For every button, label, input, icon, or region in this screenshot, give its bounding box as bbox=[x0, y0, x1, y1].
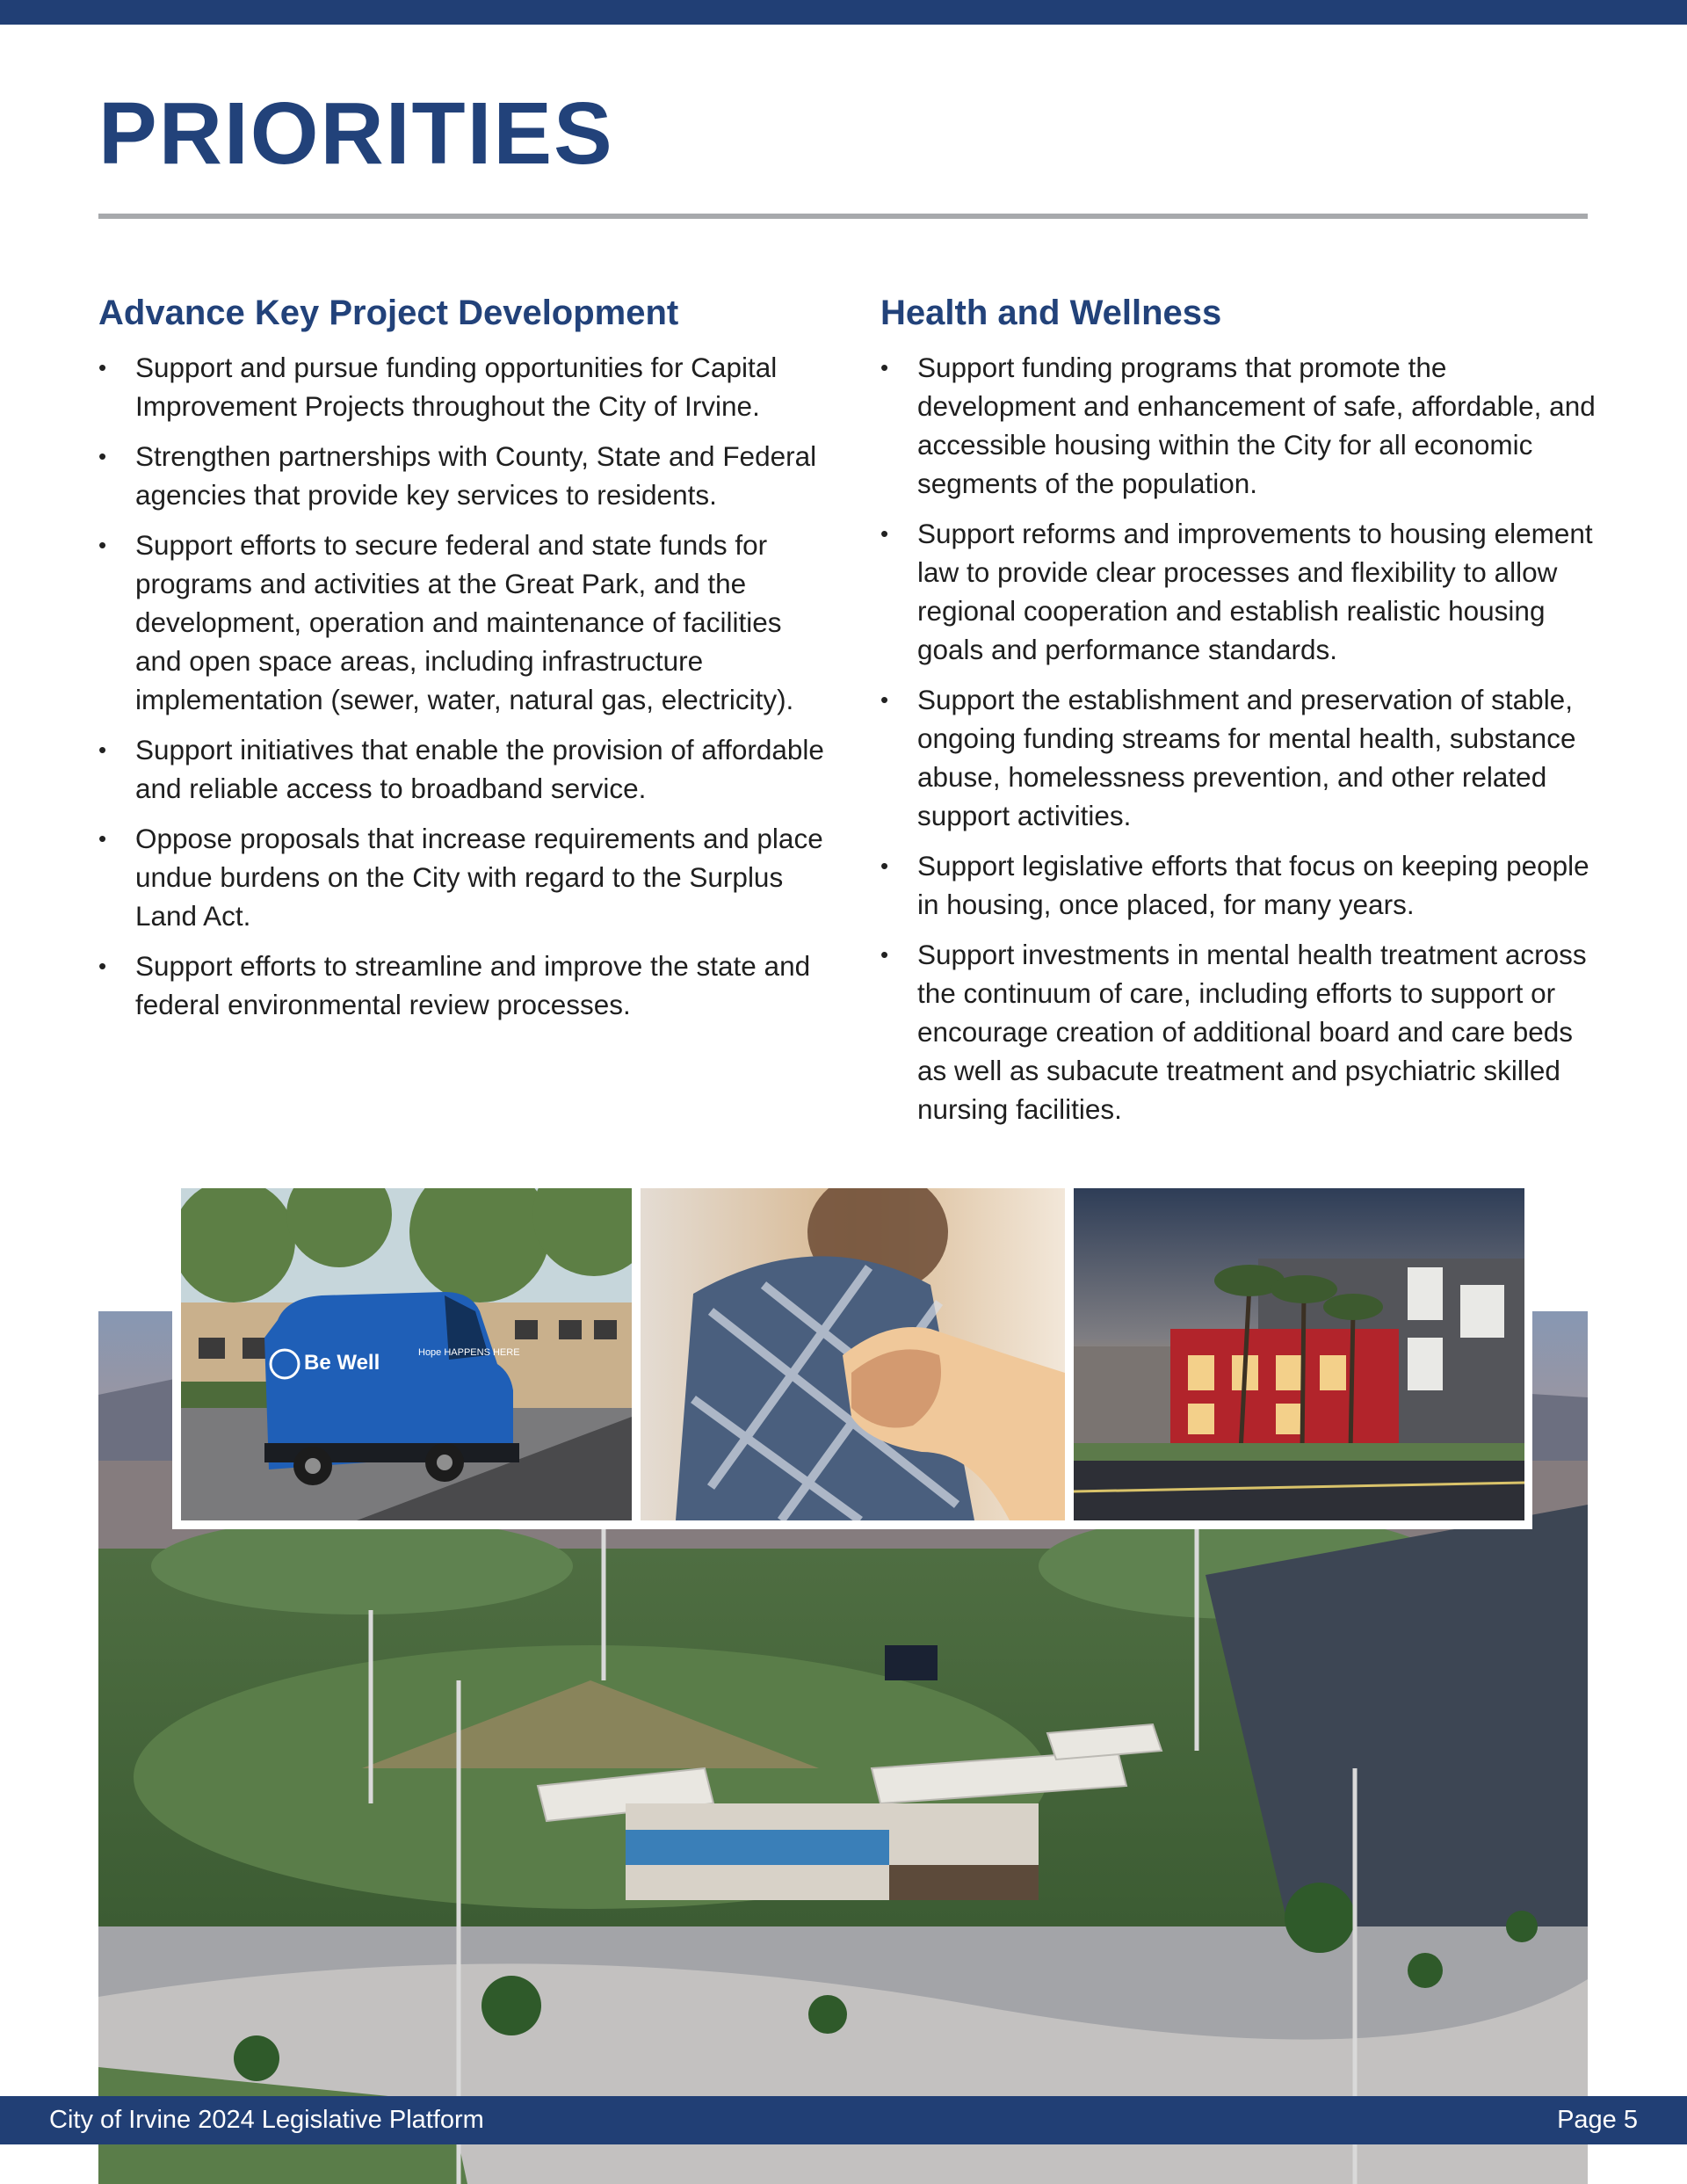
left-column-heading: Advance Key Project Development bbox=[98, 294, 679, 332]
bullet: • bbox=[880, 354, 889, 381]
list-item-text: Support efforts to streamline and improve the state and federal environmental review processes. bbox=[135, 950, 811, 1020]
list-item-text: Support and pursue funding opportunities for Capital Improvement Projects throughout the City of Irvine. bbox=[135, 352, 778, 422]
left-column bbox=[98, 290, 828, 1035]
list-item bbox=[880, 935, 1601, 1128]
housing-development-photo bbox=[1074, 1188, 1524, 1520]
van-slogan-text: Hope HAPPENS HERE bbox=[418, 1347, 520, 1358]
list-item bbox=[880, 846, 1601, 924]
be-well-van-photo bbox=[181, 1188, 632, 1520]
right-column bbox=[880, 290, 1601, 1140]
bullet: • bbox=[98, 736, 107, 763]
bullet: • bbox=[880, 853, 889, 879]
list-item-text: Strengthen partnerships with County, State and Federal agencies that provide key services to residents. bbox=[135, 440, 817, 511]
bullet: • bbox=[880, 686, 889, 713]
bullet: • bbox=[98, 953, 107, 979]
list-item bbox=[98, 819, 828, 935]
bullet: • bbox=[98, 443, 107, 469]
bullet: • bbox=[98, 532, 107, 558]
right-column-heading: Health and Wellness bbox=[880, 294, 1222, 332]
list-item bbox=[880, 348, 1601, 503]
title-divider bbox=[98, 214, 1588, 219]
list-item-text: Support investments in mental health treatment across the continuum of care, including efforts to support or encourage creation of additional board and care beds as well as subacute treatment and psychiatric skilled nursing facilities. bbox=[917, 939, 1587, 1125]
list-item-text: Support funding programs that promote the development and enhancement of safe, affordable, and accessible housing within the City for all economic segments of the population. bbox=[917, 352, 1596, 499]
list-item bbox=[98, 947, 828, 1024]
handshake-photo bbox=[641, 1188, 1065, 1520]
bullet: • bbox=[98, 825, 107, 852]
list-item bbox=[98, 730, 828, 808]
footer-bar bbox=[0, 2096, 1687, 2144]
list-item-text: Support reforms and improvements to housing element law to provide clear processes and flexibility to allow regional cooperation and establish realistic housing goals and performance standards. bbox=[917, 518, 1593, 665]
list-item-text: Support legislative efforts that focus on keeping people in housing, once placed, for many years. bbox=[917, 850, 1589, 920]
list-item bbox=[98, 348, 828, 425]
list-item bbox=[98, 437, 828, 514]
list-item bbox=[880, 680, 1601, 835]
list-item bbox=[880, 514, 1601, 669]
left-priority-list bbox=[98, 348, 828, 1024]
van-logo-text: Be Well bbox=[304, 1351, 380, 1375]
list-item-text: Support the establishment and preservation of stable, ongoing funding streams for mental health, substance abuse, homelessness prevention, and other related support activities. bbox=[917, 684, 1576, 831]
list-item-text: Support initiatives that enable the provision of affordable and reliable access to broadband service. bbox=[135, 734, 824, 804]
footer-page-number: Page 5 bbox=[1557, 2106, 1638, 2134]
bullet: • bbox=[880, 941, 889, 968]
top-accent-bar bbox=[0, 0, 1687, 25]
list-item bbox=[98, 526, 828, 719]
right-priority-list bbox=[880, 348, 1601, 1128]
footer-document-title: City of Irvine 2024 Legislative Platform bbox=[49, 2106, 484, 2134]
list-item-text: Oppose proposals that increase requirements and place undue burdens on the City with regard to the Surplus Land Act. bbox=[135, 823, 823, 932]
page-title: PRIORITIES bbox=[98, 84, 614, 183]
bullet: • bbox=[98, 354, 107, 381]
bullet: • bbox=[880, 520, 889, 547]
list-item-text: Support efforts to secure federal and state funds for programs and activities at the Great Park, and the development, operation and maintenance of facilities and open space areas, including infrastructure implementation (sewer, water, natural gas, electricity). bbox=[135, 529, 794, 715]
